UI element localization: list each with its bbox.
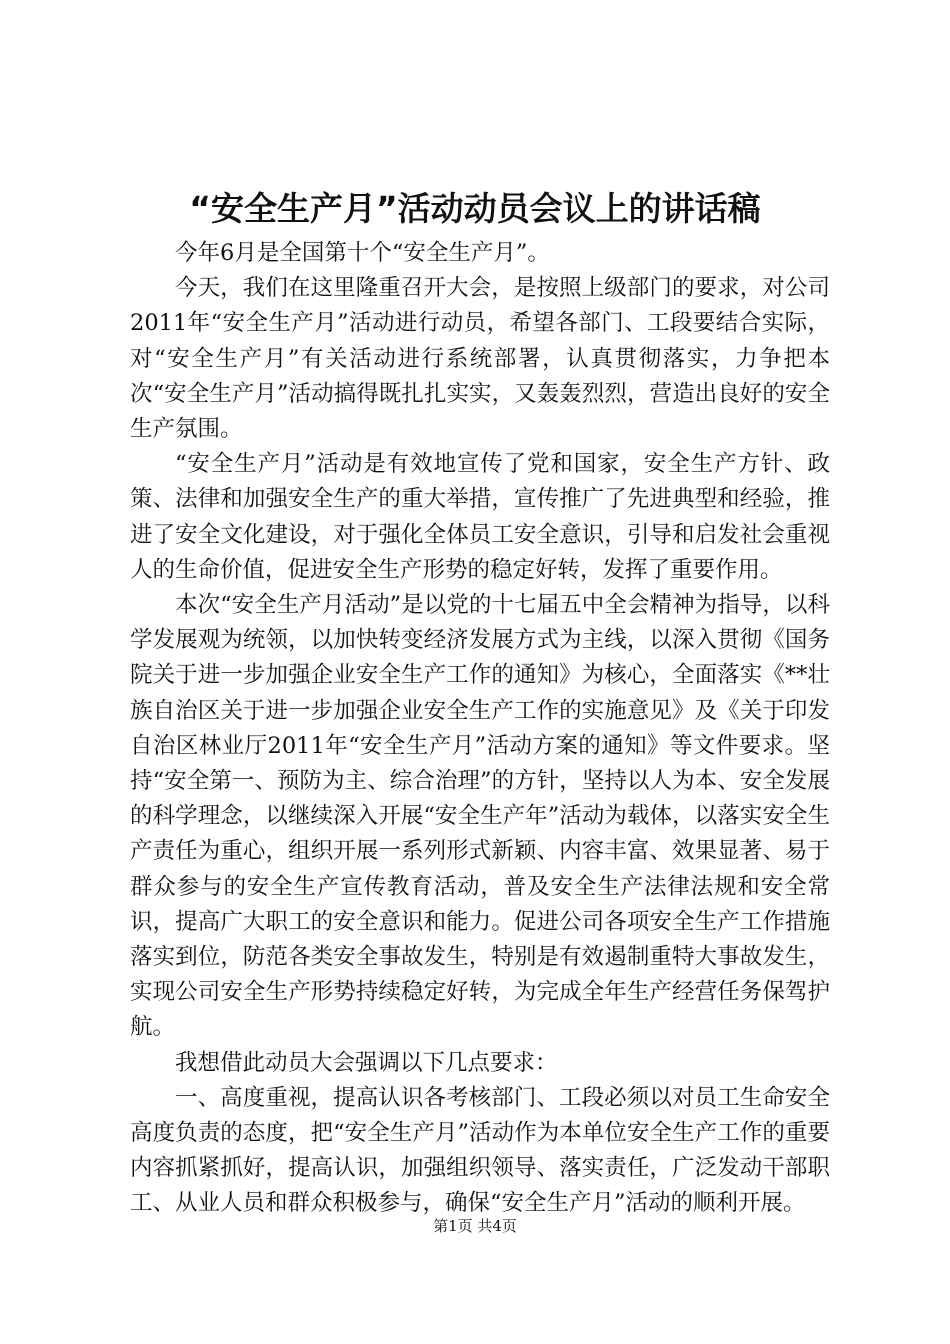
page-number-footer: 第1页 共4页 bbox=[433, 1217, 517, 1235]
paragraph: 本次“安全生产月活动”是以党的十七届五中全会精神为指导，以科学发展观为统领，以加快转变经济发展方式为主线，以深入贯彻《国务院关于进一步加强企业安全生产工作的通知》为核心，全面落实《**壮族自治区关于进一步加强企业安全生产工作的实施意见》及《关于印发自治区林业厅2011年“安全生产月”活动方案的通知》等文件要求。坚持“安全第一、预防为主、综合治理”的方针，坚持以人为本、安全发展的科学理念，以继续深入开展“安全生产年”活动为载体，以落实安全生产责任为重心，组织开展一系列形式新颖、内容丰富、效果显著、易于群众参与的安全生产宣传教育活动，普及安全生产法律法规和安全常识，提高广大职工的安全意识和能力。促进公司各项安全生产工作措施落实到位，防范各类安全事故发生，特别是有效遏制重特大事故发生，实现公司安全生产形势持续稳定好转，为完成全年生产经营任务保驾护航。 bbox=[130, 592, 830, 1041]
document-body bbox=[130, 236, 830, 1222]
document-title: “安全生产月”活动动员会议上的讲话稿 bbox=[189, 189, 761, 228]
paragraph: “安全生产月”活动是有效地宣传了党和国家，安全生产方针、政策、法律和加强安全生产的重大举措，宣传推广了先进典型和经验，推进了安全文化建设，对于强化全体员工安全意识，引导和启发社会重视人的生命价值，促进安全生产形势的稳定好转，发挥了重要作用。 bbox=[130, 451, 830, 583]
paragraph: 今年6月是全国第十个“安全生产月”。 bbox=[175, 240, 550, 266]
paragraph: 一、高度重视，提高认识各考核部门、工段必须以对员工生命安全高度负责的态度，把“安全生产月”活动作为本单位安全生产工作的重要内容抓紧抓好，提高认识，加强组织领导、落实责任，广泛发动干部职工、从业人员和群众积极参与，确保“安全生产月”活动的顺利开展。 bbox=[130, 1084, 830, 1217]
paragraph: 今天，我们在这里隆重召开大会，是按照上级部门的要求，对公司2011年“安全生产月”活动进行动员，希望各部门、工段要结合实际，对“安全生产月”有关活动进行系统部署，认真贯彻落实，力争把本次“安全生产月”活动搞得既扎扎实实，又轰轰烈烈，营造出良好的安全生产氛围。 bbox=[130, 275, 830, 443]
paragraph: 我想借此动员大会强调以下几点要求： bbox=[175, 1049, 558, 1076]
